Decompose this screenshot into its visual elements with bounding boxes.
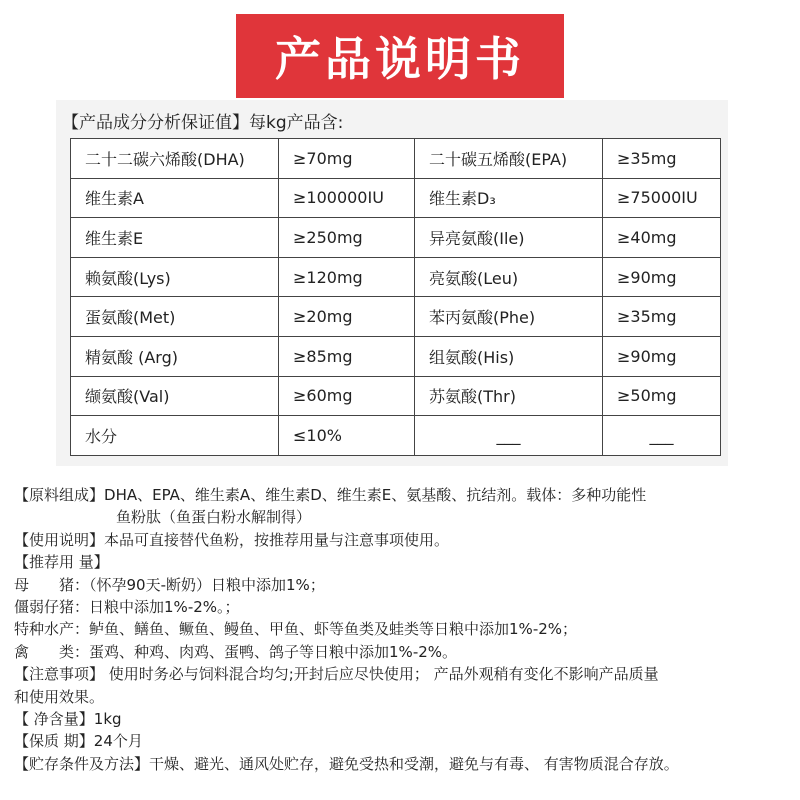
table-row (71, 336, 721, 376)
storage-text: 干燥、避光、通风处贮存，避免受热和受潮，避免与有毒、 有害物质混合存放。 (149, 754, 679, 773)
net-content-text: 1kg (93, 709, 122, 728)
net-content-label: 【 净含量】 (14, 709, 94, 728)
net-content-line (14, 708, 794, 730)
poultry-text: 蛋鸡、种鸡、肉鸡、蛋鸭、鸽子等日粮中添加1%-2%。 (89, 642, 458, 661)
poultry-line (14, 641, 794, 663)
table-cell: 苏氨酸(Thr) (415, 376, 603, 416)
shelf-life-label: 【保质 期】 (14, 732, 94, 751)
ingredients-text: DHA、EPA、维生素A、维生素D、维生素E、氨基酸、抗结剂。载体：多种功能性 (104, 486, 647, 504)
table-cell: 二十碳五烯酸(EPA) (415, 139, 603, 179)
table-cell: ≥35mg (603, 139, 721, 179)
ingredients-line (14, 484, 794, 506)
usage-label: 【使用说明】 (14, 530, 105, 549)
table-cell: ≥50mg (603, 376, 721, 416)
poultry-label: 禽 类： (14, 642, 90, 661)
aquatic-line (14, 618, 794, 640)
sow-label: 母 猪： (14, 575, 90, 594)
table-cell: ≥35mg (603, 297, 721, 337)
storage-label: 【贮存条件及方法】 (14, 754, 150, 773)
shelf-life-line (14, 730, 794, 752)
table-row (71, 376, 721, 416)
table-cell: 组氨酸(His) (415, 336, 603, 376)
piglet-label: 僵弱仔猪： (14, 597, 90, 616)
table-cell: ≥90mg (603, 336, 721, 376)
table-cell: 苯丙氨酸(Phe) (415, 297, 603, 337)
ingredients-label: 【原料组成】 (14, 486, 105, 504)
table-cell: ≤10% (279, 416, 415, 456)
notes-text: 使用时务必与饲料混合均匀;开封后应尽快使用； 产品外观稍有变化不影响产品质量 (104, 665, 659, 684)
aquatic-label: 特种水产： (14, 620, 90, 639)
ingredients-text-2: 鱼粉肽（鱼蛋白粉水解制得） (116, 508, 312, 527)
table-cell: 异亮氨酸(Ile) (415, 218, 603, 258)
table-cell: ≥40mg (603, 218, 721, 258)
dosage-heading (14, 551, 794, 573)
table-row (71, 297, 721, 337)
shelf-life-text: 24个月 (93, 732, 143, 751)
table-cell: ≥60mg (279, 376, 415, 416)
table-cell: 缬氨酸(Val) (71, 376, 279, 416)
piglet-text: 日粮中添加1%-2%。； (89, 597, 240, 616)
table-cell: 水分 (71, 416, 279, 456)
notes-label: 【注意事项】 (14, 665, 105, 684)
table-cell: 二十二碳六烯酸(DHA) (71, 139, 279, 179)
table-cell: ≥90mg (603, 257, 721, 297)
ingredients-line-2 (14, 506, 794, 528)
nutrient-table (70, 138, 721, 456)
sow-line (14, 574, 794, 596)
page-title: 产品说明书 (275, 32, 525, 86)
table-row (71, 416, 721, 456)
table-cell: ≥70mg (279, 139, 415, 179)
storage-line (14, 753, 794, 775)
product-info (14, 484, 794, 775)
aquatic-text: 鲈鱼、鳝鱼、鳜鱼、鳗鱼、甲鱼、虾等鱼类及蛙类等日粮中添加1%-2%； (89, 620, 578, 639)
table-cell: ≥100000IU (279, 178, 415, 218)
table-row (71, 257, 721, 297)
table-cell: 精氨酸 (Arg) (71, 336, 279, 376)
usage-text: 本品可直接替代鱼粉，按推荐用量与注意事项使用。 (104, 530, 450, 549)
piglet-line (14, 596, 794, 618)
dosage-label: 【推荐用 量】 (14, 553, 109, 572)
sow-text: （怀孕90天-断奶）日粮中添加1%； (89, 575, 325, 594)
table-cell: 赖氨酸(Lys) (71, 257, 279, 297)
table-row (71, 218, 721, 258)
table-cell: ___ (415, 416, 603, 456)
table-cell: 维生素E (71, 218, 279, 258)
table-cell: 维生素D₃ (415, 178, 603, 218)
table-cell: ≥250mg (279, 218, 415, 258)
table-row (71, 139, 721, 179)
usage-line (14, 529, 794, 551)
table-row (71, 178, 721, 218)
notes-text-2: 和使用效果。 (14, 687, 105, 706)
notes-line-2 (14, 686, 794, 708)
notes-line (14, 663, 794, 685)
table-cell: 亮氨酸(Leu) (415, 257, 603, 297)
page-title-banner (236, 14, 564, 98)
table-cell: ≥120mg (279, 257, 415, 297)
table-title: 【产品成分分析保证值】每kg产品含: (62, 113, 344, 133)
table-cell: ≥20mg (279, 297, 415, 337)
table-cell: 维生素A (71, 178, 279, 218)
table-cell: ≥85mg (279, 336, 415, 376)
table-cell: ___ (603, 416, 721, 456)
table-cell: ≥75000IU (603, 178, 721, 218)
table-cell: 蛋氨酸(Met) (71, 297, 279, 337)
